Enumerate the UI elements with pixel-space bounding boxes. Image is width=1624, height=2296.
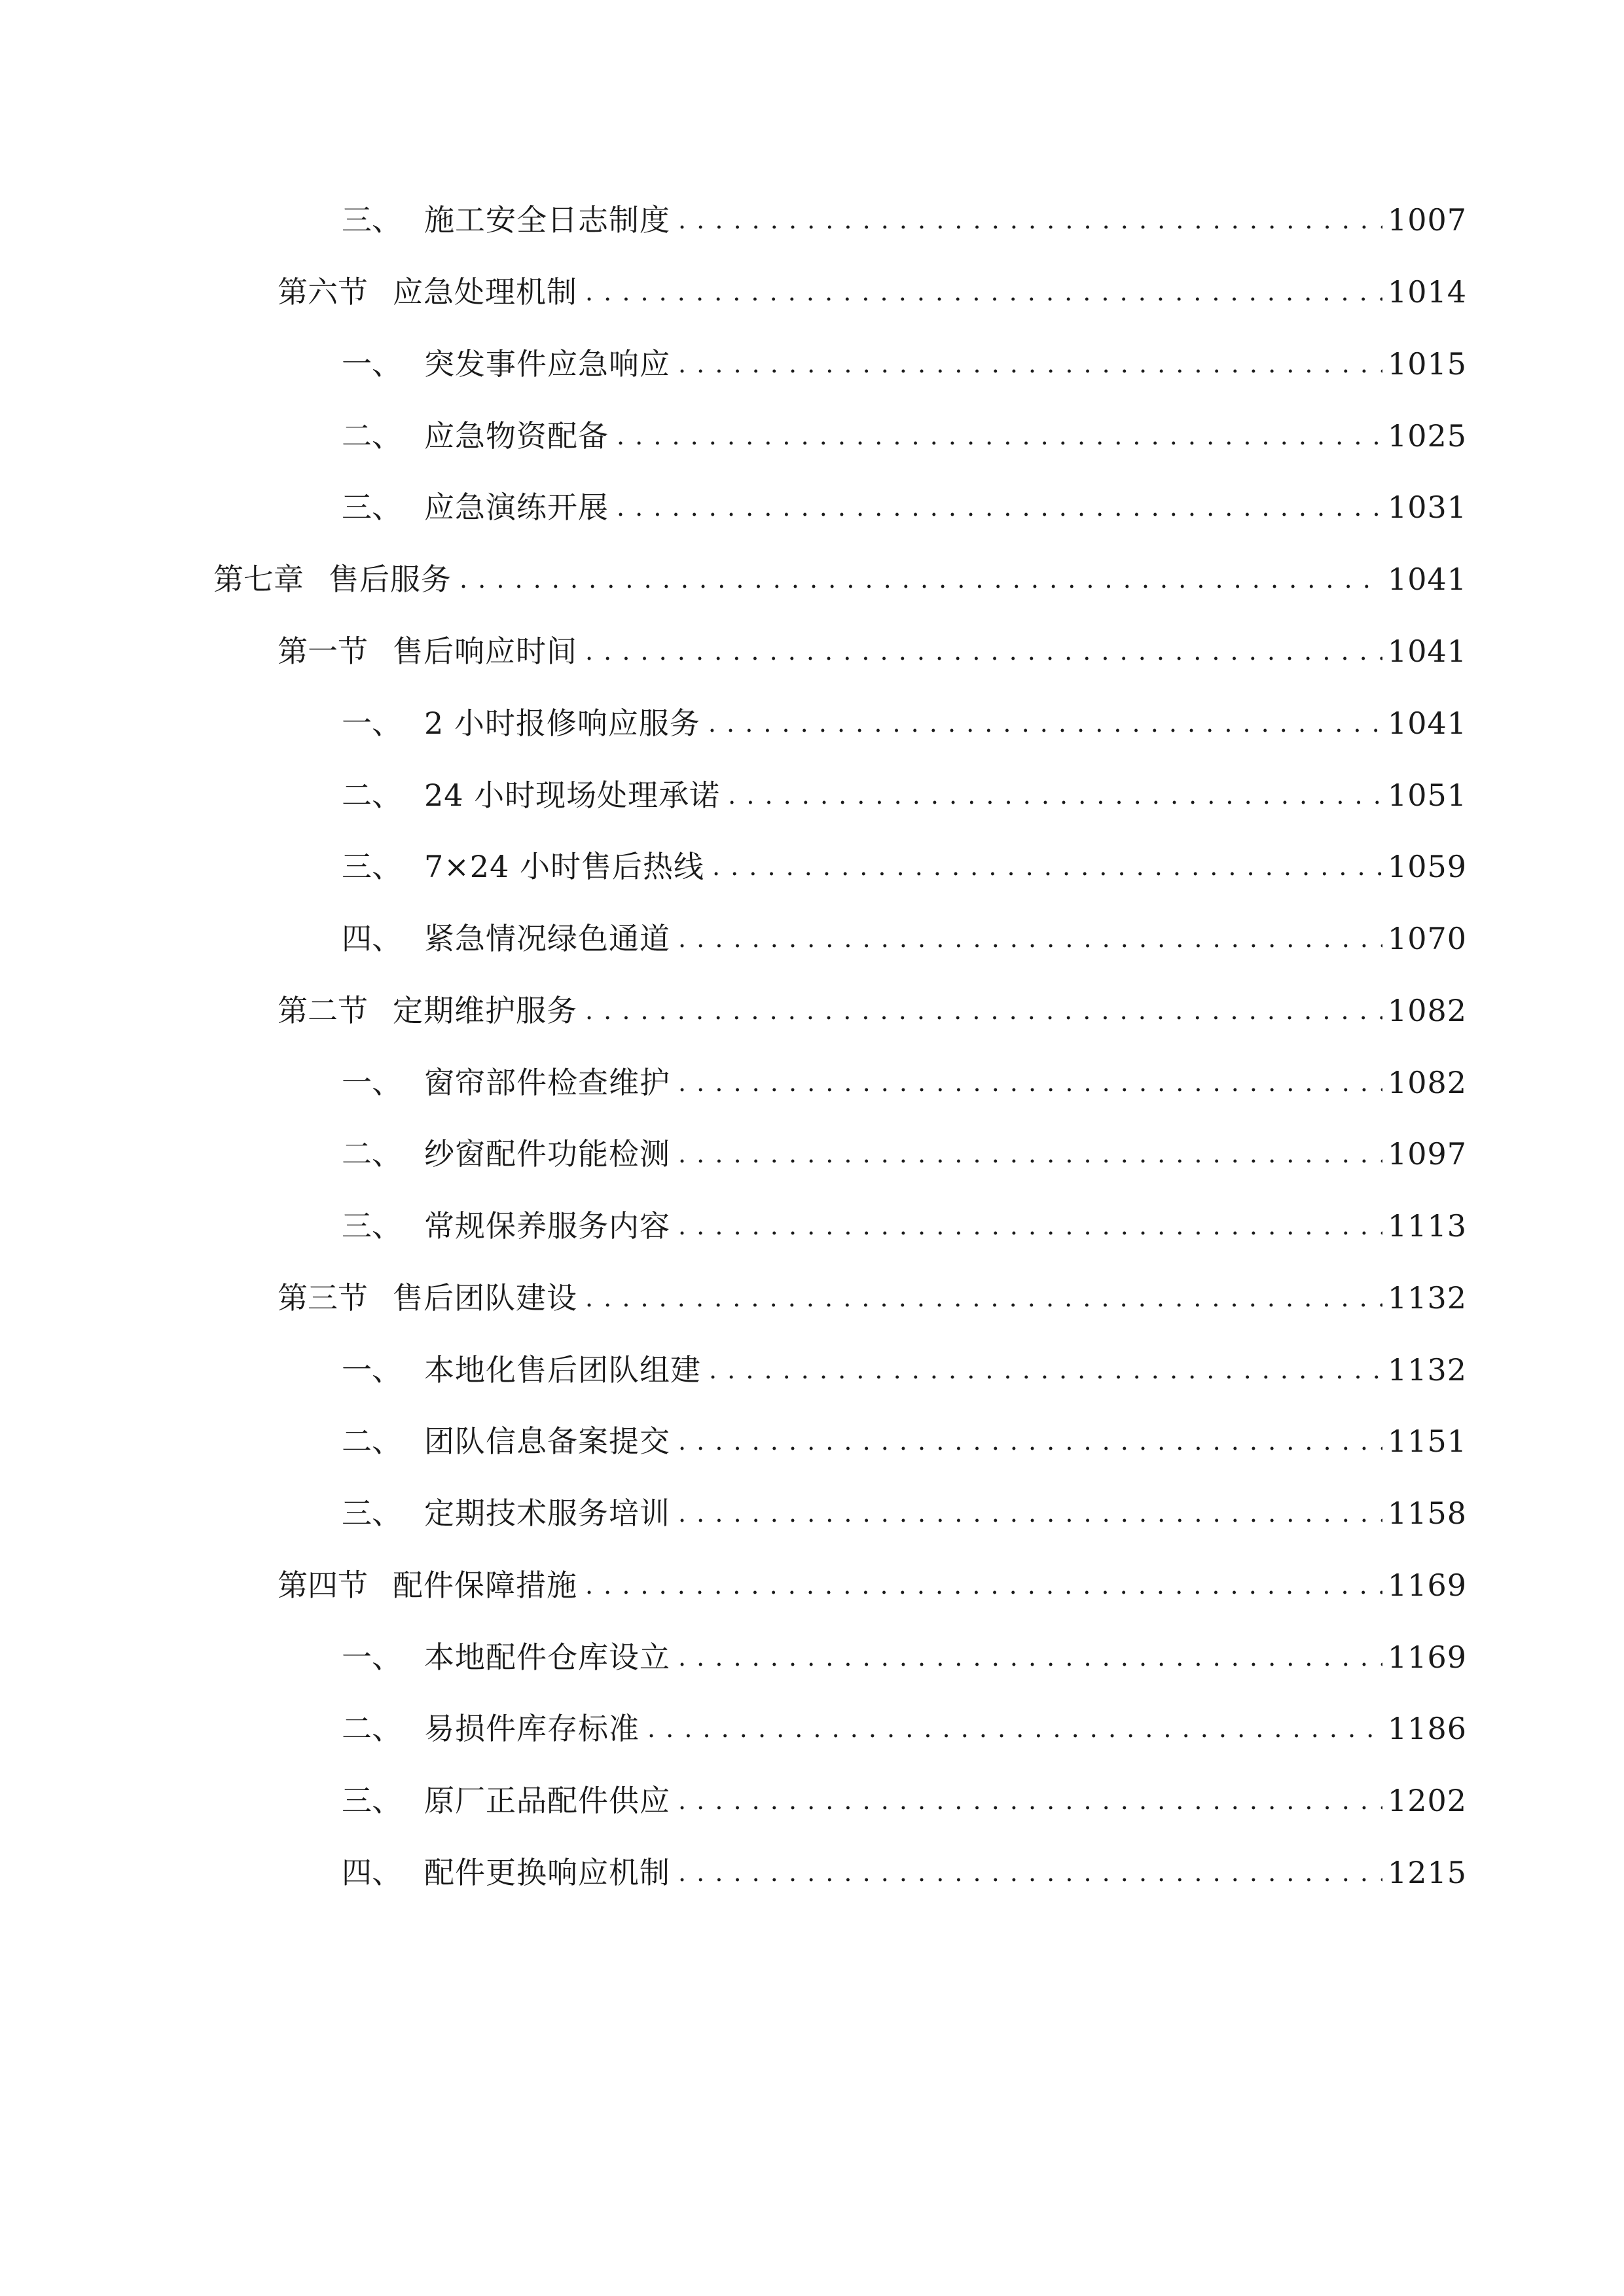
dot-leader: [678, 194, 1382, 246]
toc-entry[interactable]: [342, 1702, 1467, 1755]
toc-entry-title: 24 小时现场处理承诺: [424, 778, 721, 813]
toc-entry-number: 三、: [342, 490, 402, 525]
toc-entry-page: 1041: [1387, 634, 1467, 669]
toc-entry-number: 二、: [342, 1136, 402, 1172]
toc-entry-number: 三、: [342, 849, 402, 884]
dot-leader: [678, 912, 1382, 965]
toc-entry-title: 配件更换响应机制: [424, 1855, 670, 1890]
toc-entry-number: 三、: [342, 202, 402, 238]
dot-leader: [709, 1344, 1382, 1396]
dot-leader: [678, 1846, 1382, 1899]
toc-entry-title: 纱窗配件功能检测: [424, 1136, 670, 1172]
toc-entry-title: 本地配件仓库设立: [424, 1640, 670, 1675]
toc-entry-title: 售后服务: [329, 562, 452, 597]
toc-entry-page: 1059: [1387, 849, 1467, 884]
toc-entry-title: 紧急情况绿色通道: [424, 921, 670, 956]
toc-entry-title: 应急处理机制: [393, 274, 577, 310]
toc-entry[interactable]: [342, 194, 1467, 246]
toc-entry-page: 1097: [1387, 1136, 1467, 1172]
toc-entry-page: 1070: [1387, 921, 1467, 956]
dot-leader: [585, 1559, 1382, 1611]
toc-entry-title: 定期维护服务: [393, 993, 577, 1028]
toc-entry[interactable]: [342, 912, 1467, 965]
dot-leader: [712, 840, 1382, 893]
toc-entry-page: 1169: [1387, 1568, 1467, 1603]
toc-entry[interactable]: [342, 338, 1467, 390]
dot-leader: [585, 1272, 1382, 1324]
toc-entry[interactable]: [342, 481, 1467, 533]
toc-entry[interactable]: [342, 1846, 1467, 1899]
toc-entry-page: 1186: [1387, 1711, 1467, 1746]
dot-leader: [460, 553, 1382, 605]
dot-leader: [647, 1702, 1382, 1755]
toc-entry-title: 突发事件应急响应: [424, 346, 670, 382]
toc-entry[interactable]: [342, 1344, 1467, 1396]
toc-entry-page: 1169: [1387, 1640, 1467, 1675]
toc-entry[interactable]: [342, 1200, 1467, 1252]
toc-entry[interactable]: [213, 553, 1467, 605]
toc-entry[interactable]: [278, 625, 1467, 677]
toc-entry-title: 2 小时报修响应服务: [424, 706, 700, 741]
toc-entry-page: 1041: [1387, 706, 1467, 741]
dot-leader: [617, 481, 1382, 533]
toc-entry-number: 二、: [342, 1424, 402, 1459]
toc-entry-number: 一、: [342, 346, 402, 382]
toc-entry[interactable]: [342, 769, 1467, 821]
toc-entry-title: 定期技术服务培训: [424, 1496, 670, 1531]
toc-entry[interactable]: [342, 1631, 1467, 1683]
toc-entry-page: 1132: [1387, 1352, 1467, 1388]
toc-entry-page: 1051: [1387, 778, 1467, 813]
dot-leader: [617, 410, 1382, 462]
dot-leader: [585, 984, 1382, 1037]
toc-entry-title: 易损件库存标准: [424, 1711, 640, 1746]
toc-entry[interactable]: [342, 697, 1467, 749]
toc-entry-title: 应急演练开展: [424, 490, 609, 525]
toc-entry-title: 施工安全日志制度: [424, 202, 670, 238]
toc-entry-page: 1031: [1387, 490, 1467, 525]
toc-entry[interactable]: [278, 1272, 1467, 1324]
toc-entry[interactable]: [342, 1128, 1467, 1180]
toc-entry-number: 第四节: [278, 1568, 368, 1603]
toc-entry-page: 1158: [1387, 1496, 1467, 1531]
dot-leader: [585, 266, 1382, 318]
toc-entry-page: 1025: [1387, 418, 1467, 454]
toc-entry-title: 7×24 小时售后热线: [424, 849, 704, 884]
toc-entry[interactable]: [342, 410, 1467, 462]
toc-entry-number: 第一节: [278, 634, 368, 669]
dot-leader: [678, 1774, 1382, 1827]
toc-entry-title: 原厂正品配件供应: [424, 1783, 670, 1818]
toc-entry-number: 一、: [342, 706, 402, 741]
toc-entry-title: 本地化售后团队组建: [424, 1352, 701, 1388]
toc-entry-number: 二、: [342, 778, 402, 813]
toc-entry[interactable]: [278, 266, 1467, 318]
dot-leader: [708, 697, 1382, 749]
toc-entry-page: 1041: [1387, 562, 1467, 597]
toc-entry-number: 第六节: [278, 274, 368, 310]
toc-entry-number: 三、: [342, 1496, 402, 1531]
toc-entry-title: 应急物资配备: [424, 418, 609, 454]
toc-entry-page: 1215: [1387, 1855, 1467, 1890]
toc-entry-page: 1113: [1387, 1208, 1467, 1244]
toc-entry[interactable]: [342, 1415, 1467, 1467]
dot-leader: [678, 1128, 1382, 1180]
dot-leader: [678, 1631, 1382, 1683]
toc-entry-title: 售后响应时间: [393, 634, 577, 669]
toc-entry[interactable]: [342, 1774, 1467, 1827]
dot-leader: [678, 338, 1382, 390]
dot-leader: [728, 769, 1382, 821]
toc-entry-title: 团队信息备案提交: [424, 1424, 670, 1459]
toc-entry-number: 二、: [342, 1711, 402, 1746]
toc-entry-title: 窗帘部件检查维护: [424, 1065, 670, 1100]
toc-entry-title: 常规保养服务内容: [424, 1208, 670, 1244]
dot-leader: [678, 1056, 1382, 1109]
toc-entry[interactable]: [278, 1559, 1467, 1611]
toc-entry-page: 1151: [1387, 1424, 1467, 1459]
toc-entry-number: 三、: [342, 1208, 402, 1244]
toc-entry-number: 第二节: [278, 993, 368, 1028]
toc-entry-number: 三、: [342, 1783, 402, 1818]
dot-leader: [585, 625, 1382, 677]
toc-entry[interactable]: [342, 840, 1467, 893]
dot-leader: [678, 1487, 1382, 1539]
toc-entry-page: 1014: [1387, 274, 1467, 310]
toc-entry[interactable]: [278, 984, 1467, 1037]
toc-entry-page: 1202: [1387, 1783, 1467, 1818]
toc-entry-page: 1015: [1387, 346, 1467, 382]
toc-entry-number: 一、: [342, 1065, 402, 1100]
toc-entry-number: 一、: [342, 1352, 402, 1388]
toc-entry-page: 1082: [1387, 1065, 1467, 1100]
toc-entry-number: 四、: [342, 1855, 402, 1890]
toc-entry-number: 第七章: [213, 562, 304, 597]
toc-entry-page: 1132: [1387, 1280, 1467, 1316]
toc-entry[interactable]: [342, 1056, 1467, 1109]
toc-entry-number: 一、: [342, 1640, 402, 1675]
toc-entry-number: 第三节: [278, 1280, 368, 1316]
toc-entry-page: 1082: [1387, 993, 1467, 1028]
toc-entry-number: 二、: [342, 418, 402, 454]
toc-entry-page: 1007: [1387, 202, 1467, 238]
toc-entry-title: 售后团队建设: [393, 1280, 577, 1316]
toc-entry-number: 四、: [342, 921, 402, 956]
dot-leader: [678, 1415, 1382, 1467]
toc-entry[interactable]: [342, 1487, 1467, 1539]
dot-leader: [678, 1200, 1382, 1252]
toc-entry-title: 配件保障措施: [393, 1568, 577, 1603]
